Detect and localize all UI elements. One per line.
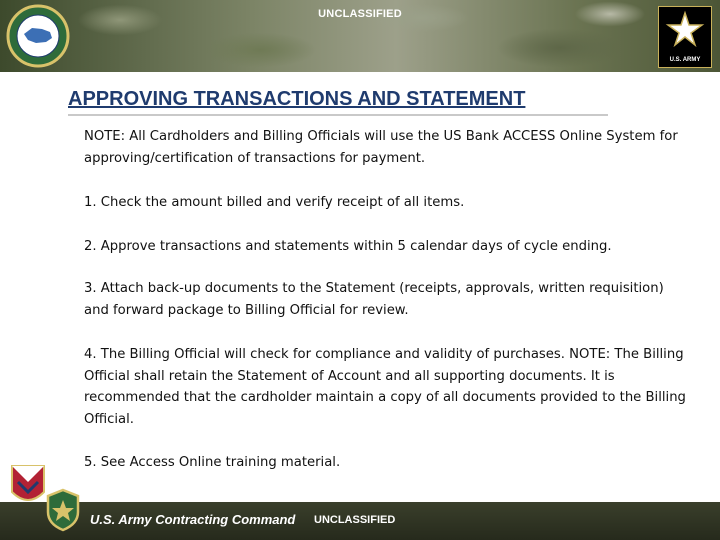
list-item: 4. The Billing Official will check for compliance and validity of purchases. NOTE: The Billing Official shall retain the Statement of Account and all supporting documents. It is recommended that the cardholder maintain a copy of all documents provided to the Billing Official. <box>84 347 686 427</box>
army-logo-text: U.S. ARMY <box>669 57 701 63</box>
header-band <box>0 0 720 72</box>
header-classification: UNCLASSIFIED <box>318 8 402 20</box>
note-paragraph: NOTE: All Cardholders and Billing Officials will use the US Bank ACCESS Online System for approving/certification of transactions for payment. <box>84 129 678 166</box>
footer-classification: UNCLASSIFIED <box>314 514 396 526</box>
acc-badge-icon <box>44 488 82 532</box>
footer-organization: U.S. Army Contracting Command <box>90 512 296 527</box>
list-item: 3. Attach back-up documents to the Statement (receipts, approvals, written requisition) and forward package to Billing Official for review. <box>84 281 664 318</box>
list-item: 2. Approve transactions and statements within 5 calendar days of cycle ending. <box>84 239 612 254</box>
list-item: 5. See Access Online training material. <box>84 455 341 470</box>
page-title: APPROVING TRANSACTIONS AND STATEMENT <box>68 88 526 110</box>
army-star-icon <box>658 6 712 68</box>
title-divider <box>68 114 608 116</box>
list-item: 1. Check the amount billed and verify receipt of all items. <box>84 195 465 210</box>
